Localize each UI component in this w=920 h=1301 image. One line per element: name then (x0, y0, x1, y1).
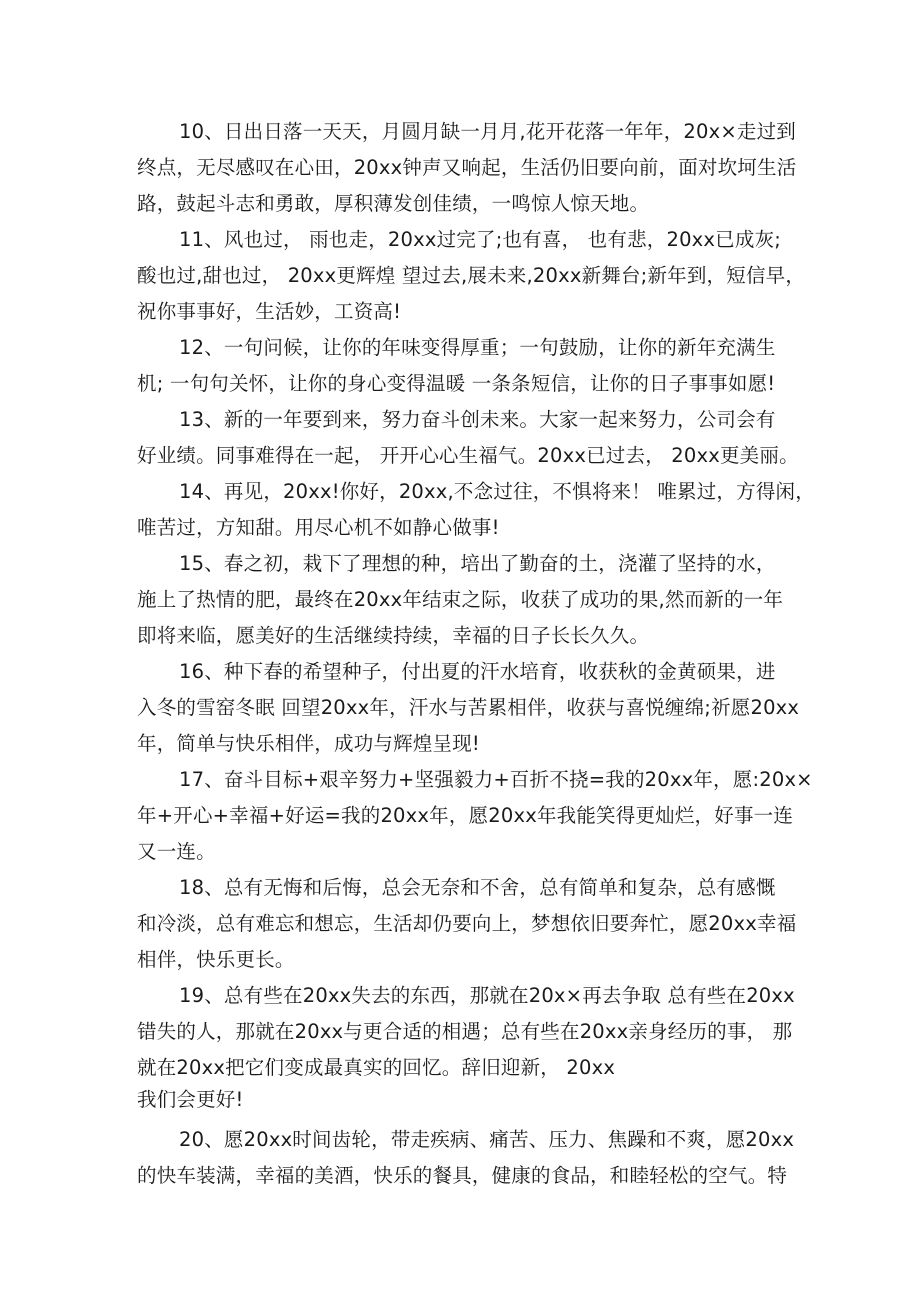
paragraph-12 (137, 330, 797, 402)
text-line: 就在20xx把它们变成最真实的回忆。辞旧迎新， 20xx (137, 1056, 616, 1079)
text-line: 13、新的一年要到来，努力奋斗创未来。大家一起来努力，公司会有 (179, 408, 776, 431)
paragraph-10 (137, 114, 797, 222)
text-line: 又一连。 (137, 840, 216, 863)
text-line: 17、奋斗目标+艰辛努力+坚强毅力+百折不挠=我的20xx年，愿:20x× (179, 768, 813, 791)
text-line: 错失的人，那就在20xx与更合适的相遇；总有些在20xx亲身经历的事， 那 (137, 1020, 793, 1043)
text-line: 好业绩。同事难得在一起， 开开心心生福气。20xx已过去， 20xx更美丽。 (137, 444, 799, 467)
text-line: 施上了热情的肥，最终在20xx年结束之际，收获了成功的果,然而新的一年 (137, 588, 784, 611)
text-line: 18、总有无悔和后悔，总会无奈和不舍，总有简单和复杂，总有感慨 (179, 876, 776, 899)
text-line: 即将来临，愿美好的生活继续持续，幸福的日子长长久久。 (137, 624, 650, 647)
paragraph-11 (137, 222, 806, 330)
paragraph-14 (137, 474, 815, 546)
text-line: 路，鼓起斗志和勇敢，厚积薄发创佳绩，一鸣惊人惊天地。 (137, 192, 650, 215)
text-line: 唯苦过，方知甜。用尽心机不如静心做事! (137, 516, 500, 539)
text-line: 酸也过,甜也过， 20xx更辉煌 望过去,展未来,20xx新舞台;新年到，短信早， (137, 264, 806, 287)
text-line: 和冷淡，总有难忘和想忘，生活却仍要向上，梦想依旧要奔忙，愿20xx幸福 (137, 912, 797, 935)
text-line: 19、总有些在20xx失去的东西，那就在20x×再去争取 总有些在20xx (179, 984, 795, 1007)
text-line: 16、种下春的希望种子，付出夏的汗水培育，收获秋的金黄硕果，进 (179, 660, 776, 683)
paragraph-16 (137, 654, 800, 762)
paragraph-17 (137, 762, 813, 870)
text-line: 的快车装满，幸福的美酒，快乐的餐具，健康的食品，和睦轻松的空气。特 (137, 1164, 788, 1187)
text-line: 10、日出日落一天天，月圆月缺一月月,花开花落一年年，20x×走过到 (179, 120, 797, 143)
paragraph-13 (137, 402, 797, 474)
text-line: 12、一句问候，让你的年味变得厚重；一句鼓励，让你的新年充满生 (179, 336, 776, 359)
text-line: 20、愿20xx时间齿轮，带走疾病、痛苦、压力、焦躁和不爽，愿20xx (179, 1128, 795, 1151)
text-line: 入冬的雪窑冬眠 回望20xx年，汗水与苦累相伴，收获与喜悦缠绵;祈愿20xx (137, 696, 800, 719)
text-line: 祝你事事好，生活妙，工资高! (137, 300, 402, 323)
text-line: 11、风也过， 雨也走，20xx过完了;也有喜， 也有悲，20xx已成灰; (179, 228, 782, 251)
text-line: 我们会更好! (137, 1088, 244, 1111)
text-line: 相伴，快乐更长。 (137, 948, 295, 971)
paragraph-20 (137, 1122, 797, 1194)
paragraph-18 (137, 870, 797, 978)
paragraph-15 (137, 546, 797, 654)
text-line: 14、再见，20xx!你好，20xx,不念过往，不惧将来！ 唯累过，方得闲， (179, 480, 815, 503)
text-line: 15、春之初，栽下了理想的种，培出了勤奋的土，浇灌了坚持的水， (179, 552, 776, 575)
text-line: 机; 一句句关怀，让你的身心变得温暖 一条条短信，让你的日子事事如愿! (137, 372, 776, 395)
paragraph-19 (137, 978, 797, 1118)
text-line: 年+开心+幸福+好运=我的20xx年，愿20xx年我能笑得更灿烂，好事一连 (137, 804, 794, 827)
text-line: 年，简单与快乐相伴，成功与辉煌呈现! (137, 732, 480, 755)
text-line: 终点，无尽感叹在心田，20xx钟声又响起，生活仍旧要向前，面对坎坷生活 (137, 156, 797, 179)
